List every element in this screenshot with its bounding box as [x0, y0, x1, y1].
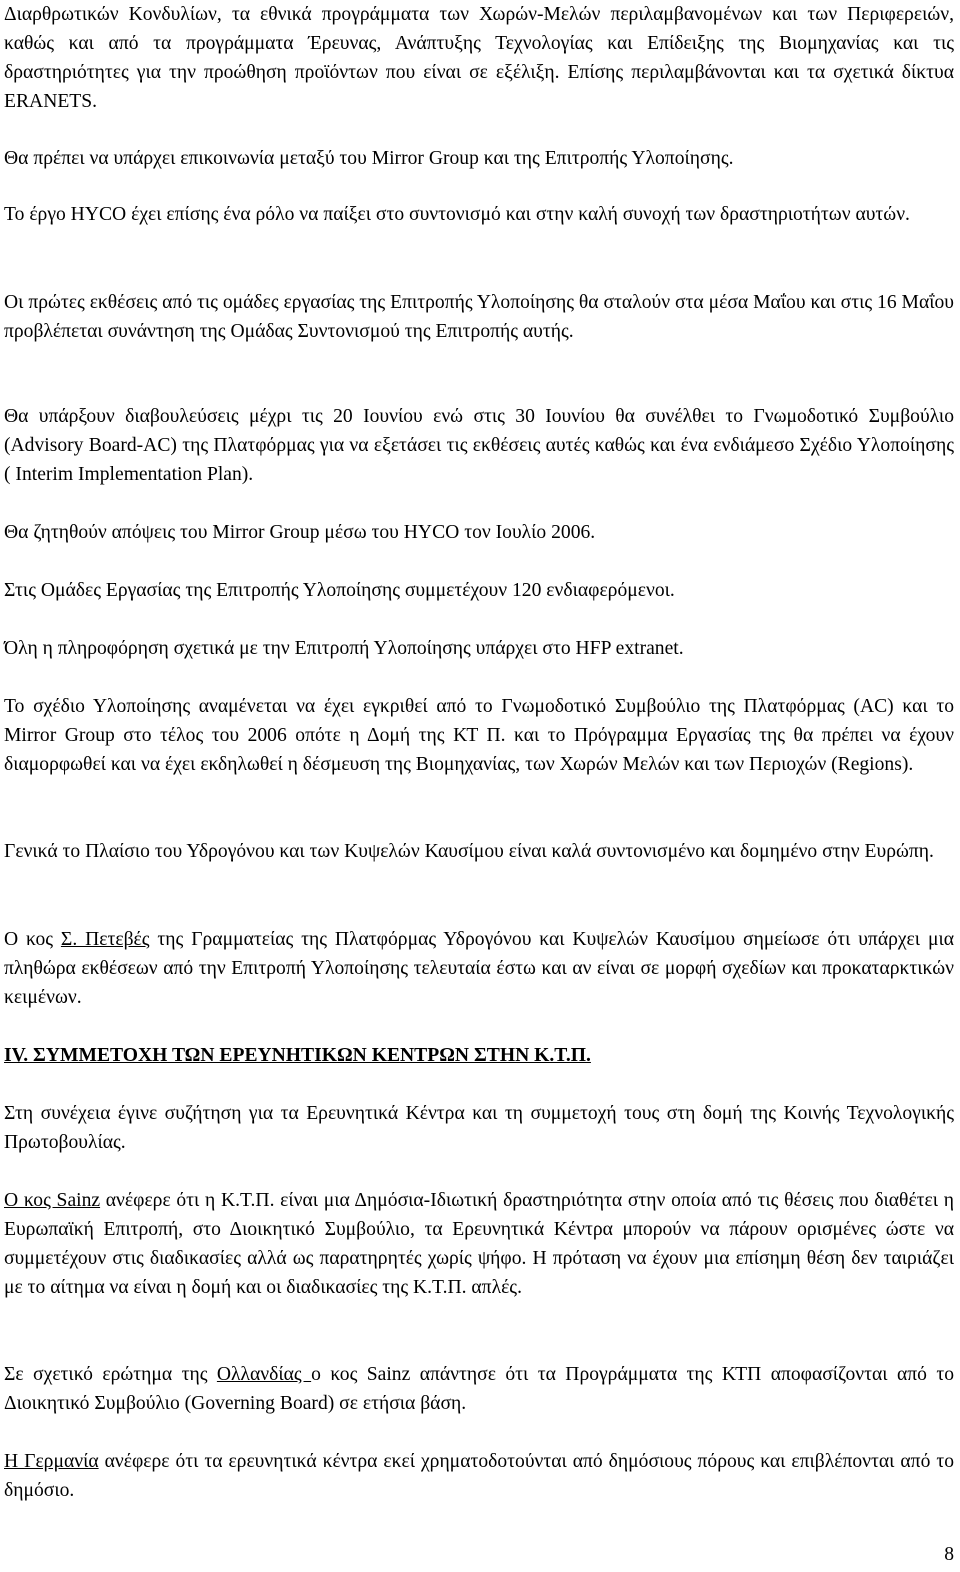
underlined-name: Ο κος Sainz: [4, 1190, 101, 1211]
paragraph-petevés-remark: [4, 925, 954, 1012]
paragraph-research-centres-discussion: Στη συνέχεια έγινε συζήτηση για τα Ερευνητικά Κέντρα και τη συμμετοχή τους στη δομή της Κοινής Τεχνολογικής Πρωτοβουλίας.: [4, 1103, 954, 1153]
paragraph-hfp-extranet: Όλη η πληροφόρηση σχετικά με την Επιτροπή Υλοποίησης υπάρχει στο HFP extranet.: [4, 638, 684, 659]
section-heading: IV. ΣΥΜΜΕΤΟΧΗ ΤΩΝ ΕΡΕΥΝΗΤΙΚΩΝ ΚΕΝΤΡΩΝ ΣΤΗΝ Κ.Τ.Π.: [4, 1045, 591, 1066]
text-segment: ανέφερε ότι η Κ.Τ.Π. είναι μια Δημόσια-Ιδιωτική δραστηριότητα στην οποία από τις θέσεις που διαθέτει η Ευρωπαϊκή Επιτροπή, στο Διοικητικό Συμβούλιο, τα Ερευνητικά Κέντρα μπορούν να πάρουν ορισμένες ώστε να συμμετέχουν στις διαδικασίες αλλά ως παρατηρητές χωρίς ψήφο. Η πρόταση να έχουν μια επίσημη θέση δεν ταιριάζει με το αίτημα να είναι η δομή και οι διαδικασίες της Κ.Τ.Π. απλές.: [4, 1190, 954, 1298]
paragraph-mirror-group-opinions: Θα ζητηθούν απόψεις του Mirror Group μέσω του HYCO τον Ιουλίο 2006.: [4, 522, 596, 543]
text-segment: ο κος Sainz απάντησε ότι τα Προγράμματα της ΚΤΠ αποφασίζονται από το Διοικητικό Συμβούλιο (Governing Board) σε ετήσια βάση.: [4, 1364, 954, 1414]
paragraph-hydrogen-framework: Γενικά το Πλαίσιο του Υδρογόνου και των Κυψελών Καυσίμου είναι καλά συντονισμένο και δομημένο στην Ευρώπη.: [4, 841, 934, 862]
text-segment: της Γραμματείας της Πλατφόρμας Υδρογόνου και Κυψελών Καυσίμου σημείωσε ότι υπάρχει μια πληθώρα εκθέσεων από την Επιτροπή Υλοποίησης τελευταία έστω και αν είναι σε μορφή σχεδίων και προκαταρκτικών κειμένων.: [4, 929, 954, 1008]
page-number: 8: [944, 1544, 954, 1565]
text-segment: Ο κος: [4, 929, 61, 950]
paragraph-netherlands-question: [4, 1360, 954, 1418]
underlined-name: Ολλανδίας: [216, 1364, 312, 1385]
paragraph-sainz-statement: [4, 1186, 954, 1302]
underlined-name: Η Γερμανία: [4, 1451, 99, 1472]
paragraph-first-reports: Οι πρώτες εκθέσεις από τις ομάδες εργασίας της Επιτροπής Υλοποίησης θα σταλούν στα μέσα Μαΐου και στις 16 Μαΐου προβλέπεται συνάντηση της Ομάδας Συντονισμού της Επιτροπής αυτής.: [4, 292, 954, 342]
paragraph-consultations: Θα υπάρξουν διαβουλεύσεις μέχρι τις 20 Ιουνίου ενώ στις 30 Ιουνίου θα συνέλθει το Γνωμοδοτικό Συμβούλιο (Advisory Board-AC) της Πλατφόρμας για να εξετάσει τις εκθέσεις αυτές καθώς και ένα ενδιάμεσο Σχέδιο Υλοποίησης ( Interim Implementation Plan).: [4, 406, 954, 485]
paragraph-funding-sources: Διαρθρωτικών Κονδυλίων, τα εθνικά προγράμματα των Χωρών-Μελών περιλαμβανομένων και των Περιφερειών, καθώς και από τα προγράμματα Έρευνας, Ανάπτυξης Τεχνολογίας και Επίδειξης της Βιομηχανίας και τις δραστηριότητες για την προώθηση προϊόντων που είναι σε εξέλιξη. Επίσης περιλαμβάνονται και τα σχετικά δίκτυα ERANETS.: [4, 4, 954, 112]
underlined-name: Σ. Πετεβές: [60, 929, 150, 950]
paragraph-working-groups: Στις Ομάδες Εργασίας της Επιτροπής Υλοποίησης συμμετέχουν 120 ενδιαφερόμενοι.: [4, 580, 675, 601]
paragraph-implementation-plan: Το σχέδιο Υλοποίησης αναμένεται να έχει εγκριθεί από το Γνωμοδοτικό Συμβούλιο της Πλατφόρμας (AC) και το Mirror Group στο τέλος του 2006 οπότε η Δομή της ΚΤ Π. και το Πρόγραμμα Εργασίας της θα πρέπει να έχουν διαμορφωθεί και να έχει εκδηλωθεί η δέσμευση της Βιομηχανίας, των Χωρών Μελών και των Περιοχών (Regions).: [4, 696, 954, 775]
paragraph-mirror-group-communication: Θα πρέπει να υπάρχει επικοινωνία μεταξύ του Mirror Group και της Επιτροπής Υλοποίησης.: [4, 148, 734, 169]
paragraph-germany-statement: [4, 1447, 954, 1505]
paragraph-hyco-role: Το έργο HYCO έχει επίσης ένα ρόλο να παίξει στο συντονισμό και στην καλή συνοχή των δραστηριοτήτων αυτών.: [4, 204, 910, 225]
text-segment: Σε σχετικό ερώτημα της: [4, 1364, 217, 1385]
text-segment: ανέφερε ότι τα ερευνητικά κέντρα εκεί χρηματοδοτούνται από δημόσιους πόρους και επιβλέπονται από το δημόσιο.: [4, 1451, 954, 1501]
